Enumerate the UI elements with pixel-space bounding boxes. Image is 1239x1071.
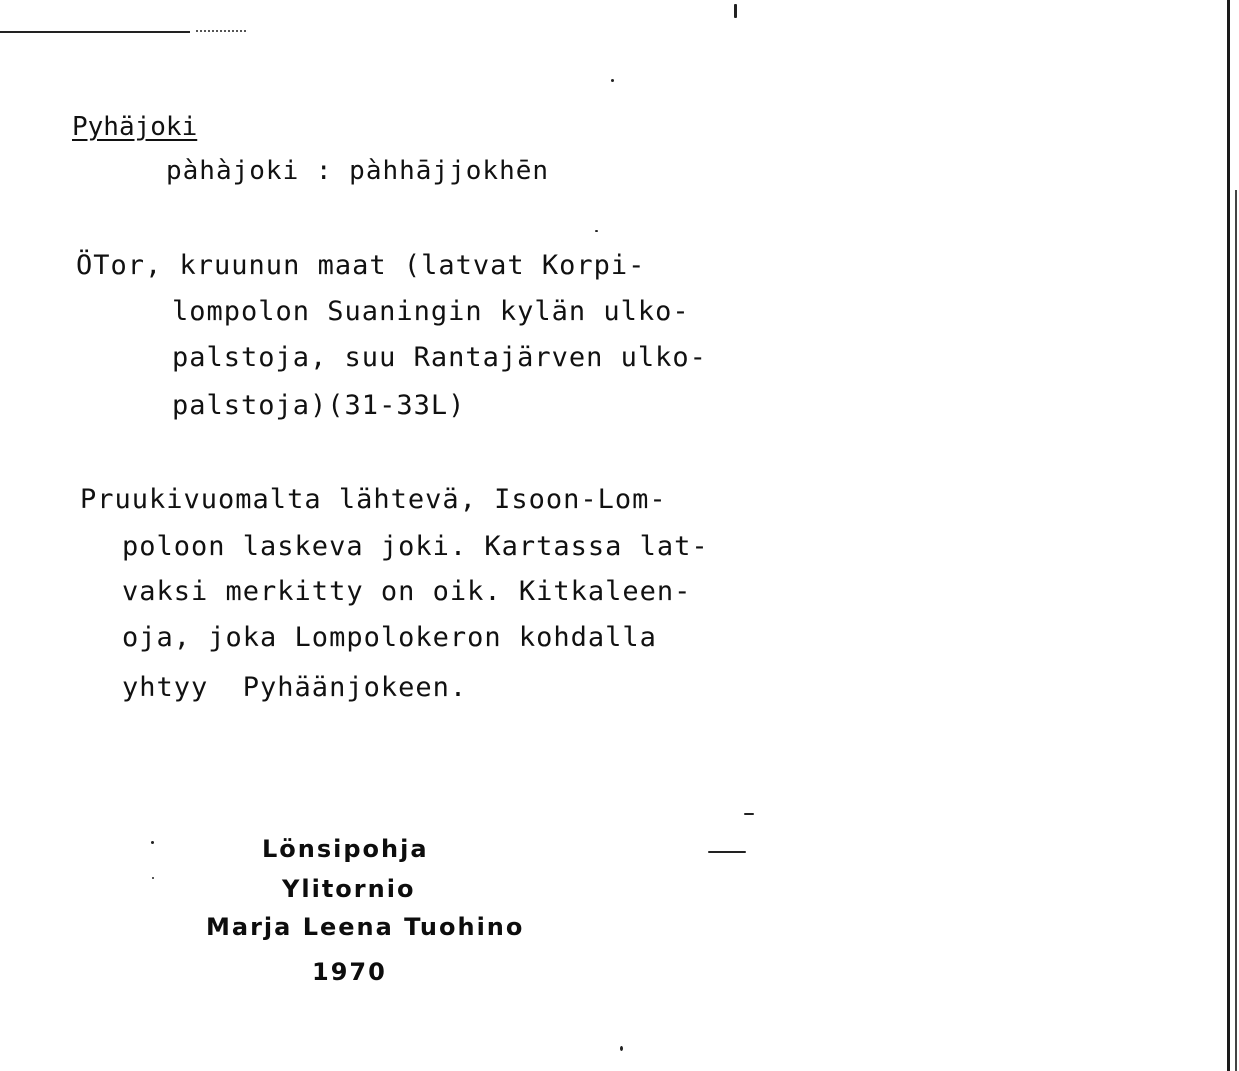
scan-speck [611, 79, 614, 82]
scan-speck [152, 877, 154, 879]
scan-speck [620, 1046, 623, 1051]
stamp-region: Lönsipohja [262, 835, 429, 863]
entry1-line: ÖTor, kruunun maat (latvat Korpi- [76, 250, 646, 281]
entry2-line: yhtyy Pyhäänjokeen. [122, 672, 468, 703]
stamp-collector: Marja Leena Tuohino [206, 913, 525, 941]
entry2-line: poloon laskeva joki. Kartassa lat- [122, 531, 709, 562]
scan-speck [595, 230, 598, 232]
scan-speck [151, 841, 154, 844]
pronunciation: pàhàjoki : pàhhājjokhēn [166, 156, 550, 186]
entry1-line: palstoja)(31-33L) [172, 390, 466, 421]
scan-speck [744, 813, 754, 815]
top-rule [0, 31, 190, 33]
entry2-line: vaksi merkitty on oik. Kitkaleen- [122, 576, 692, 607]
top-rule-dash [196, 30, 246, 32]
stamp-parish: Ylitornio [282, 875, 416, 903]
stamp-year: 1970 [312, 958, 387, 986]
card-edge-right-inner [1235, 190, 1237, 1071]
entry1-line: lompolon Suaningin kylän ulko- [172, 296, 690, 327]
entry1-line: palstoja, suu Rantajärven ulko- [172, 342, 707, 373]
entry2-line: oja, joka Lompolokeron kohdalla [122, 622, 657, 653]
headword: Pyhäjoki [72, 112, 198, 142]
scan-speck [708, 851, 746, 853]
scan-speck [734, 4, 737, 18]
entry2-line: Pruukivuomalta lähtevä, Isoon-Lom- [80, 484, 667, 515]
card-edge-right [1227, 0, 1230, 1071]
